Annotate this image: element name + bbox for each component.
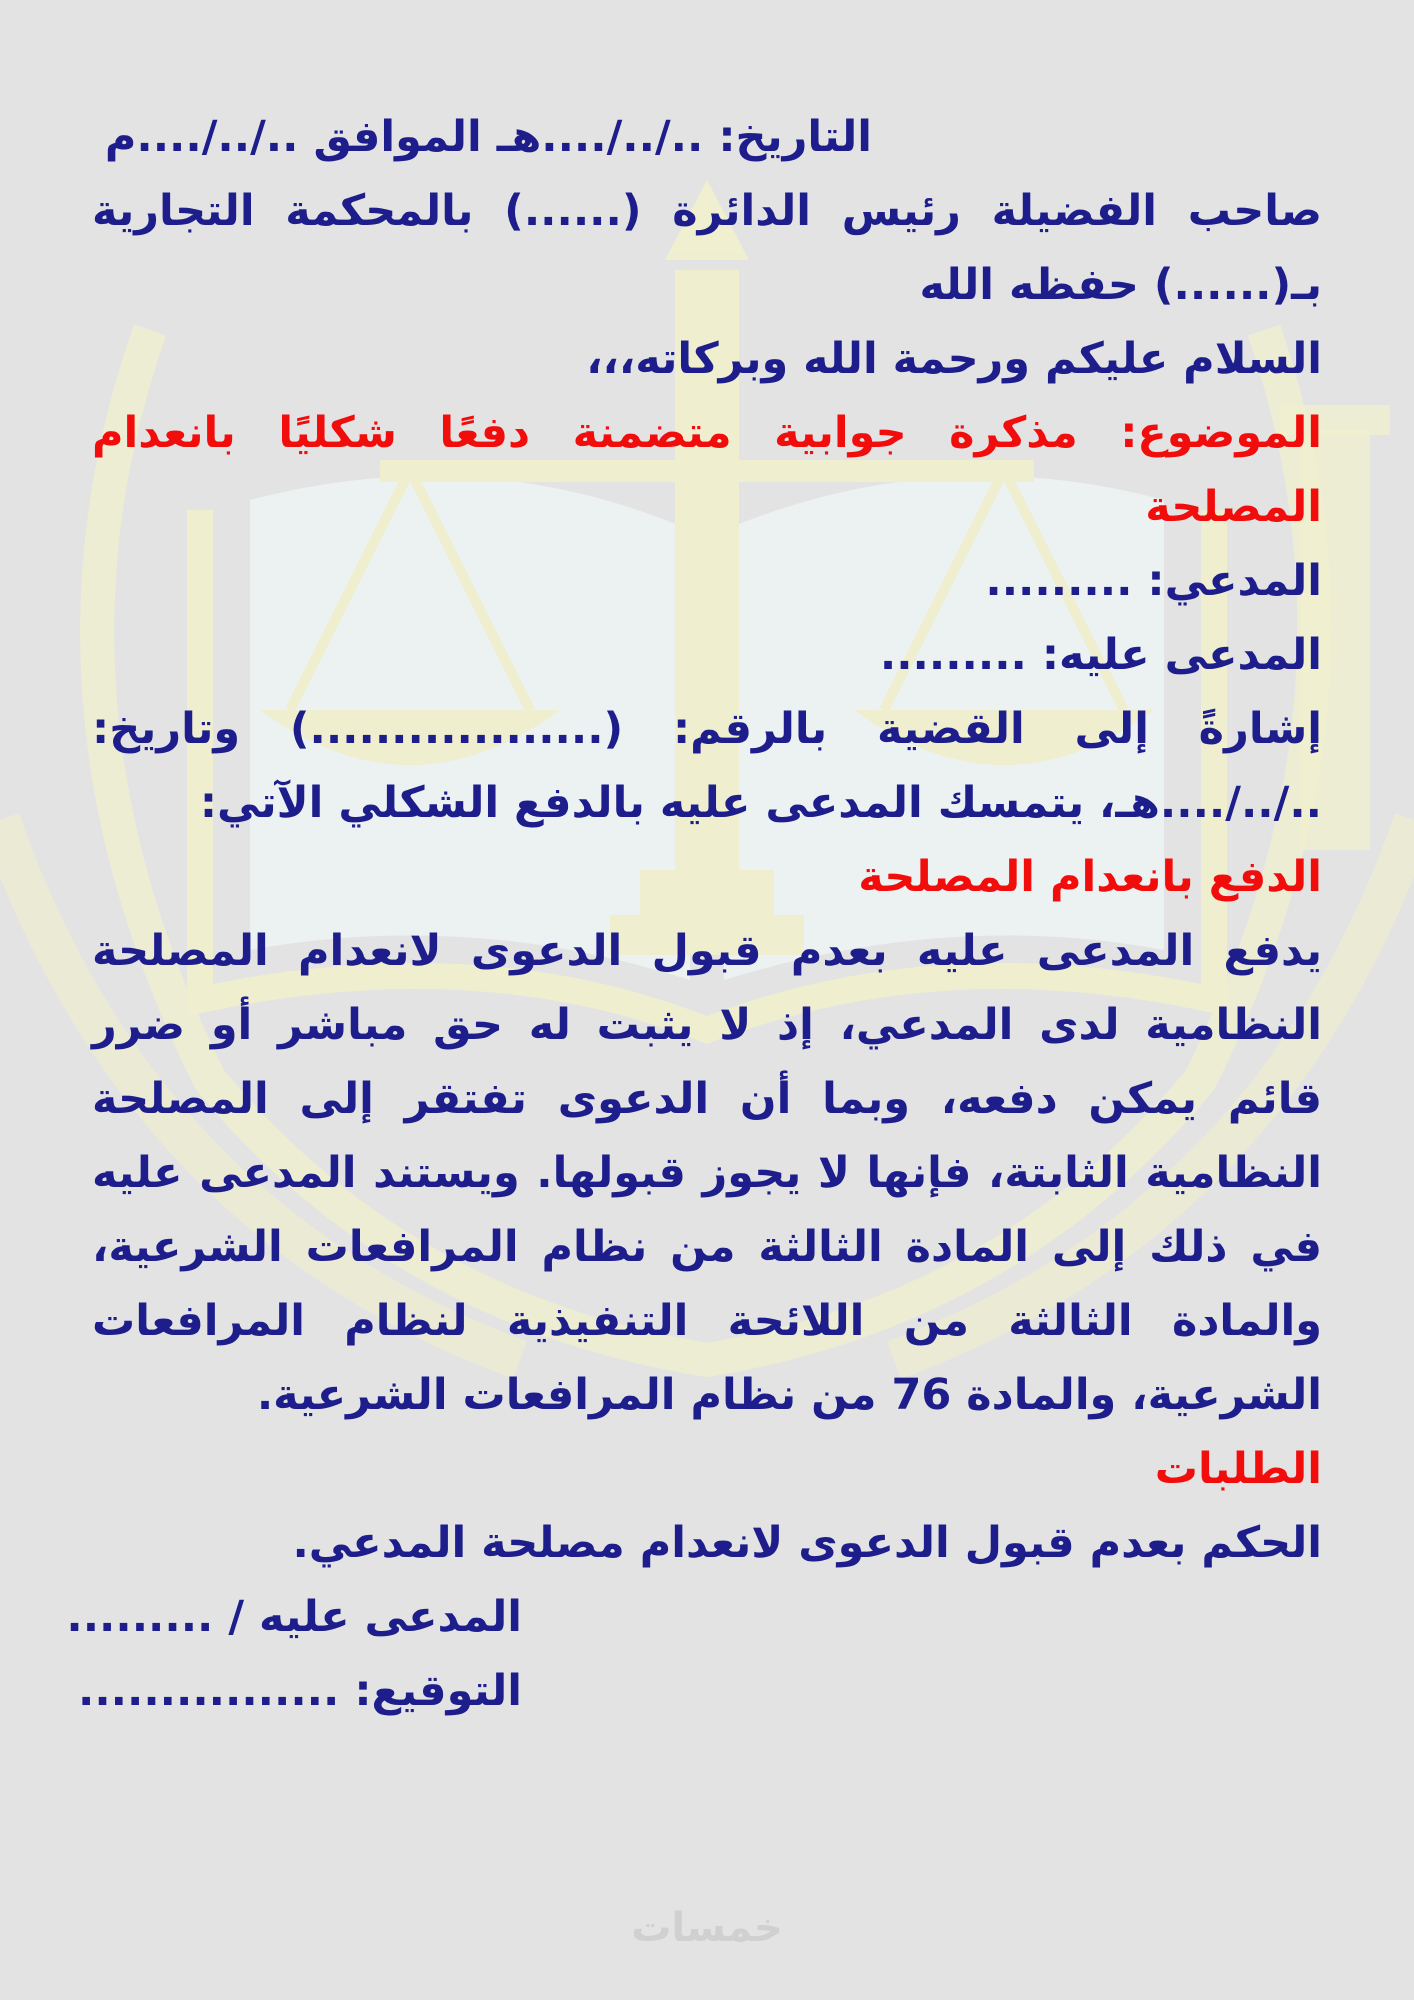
brand-watermark: خمسات [631, 1905, 783, 1951]
addressee-line-1: صاحب الفضيلة رئيس الدائرة (......) بالمحكمة التجارية [92, 186, 1322, 236]
plaintiff-line: المدعي: ......... [985, 556, 1322, 606]
subject-line-2: المصلحة [1145, 482, 1322, 532]
signature-line: التوقيع: ................ [77, 1666, 522, 1716]
reference-line-1: إشارةً إلى القضية بالرقم: (..................) وتاريخ: [92, 704, 1322, 754]
addressee-line-2: بـ(......) حفظه الله [919, 260, 1322, 310]
date-line: التاريخ: ../../....هـ الموافق ../../....م [104, 112, 872, 162]
signer-line: المدعى عليه / ......... [66, 1592, 522, 1642]
legal-memo [66, 100, 1322, 1728]
greeting: السلام عليكم ورحمة الله وبركاته،،، [586, 334, 1322, 384]
requests-heading: الطلبات [1154, 1444, 1322, 1494]
subject-line-1: الموضوع: مذكرة جوابية متضمنة دفعًا شكليًا بانعدام [92, 408, 1322, 458]
request-text: الحكم بعدم قبول الدعوى لانعدام مصلحة المدعي. [292, 1518, 1322, 1568]
defendant-line: المدعى عليه: ......... [879, 630, 1322, 680]
defense-heading: الدفع بانعدام المصلحة [858, 852, 1322, 902]
reference-line-2: ../../....هـ، يتمسك المدعى عليه بالدفع الشكلي الآتي: [199, 778, 1322, 828]
defense-body: يدفع المدعى عليه بعدم قبول الدعوى لانعدام المصلحة النظامية لدى المدعي، إذ لا يثبت له حق مباشر أو ضرر قائم يمكن دفعه، وبما أن الدعوى تفتقر إلى المصلحة النظامية الثابتة، فإنها لا يجوز قبولها. ويستند المدعى عليه في ذلك إلى المادة الثالثة من نظام المرافعات الشرعية، والمادة الثالثة من اللائحة التنفيذية لنظام المرافعات الشرعية، والمادة 76 من نظام المرافعات الشرعية. [92, 926, 1322, 1420]
